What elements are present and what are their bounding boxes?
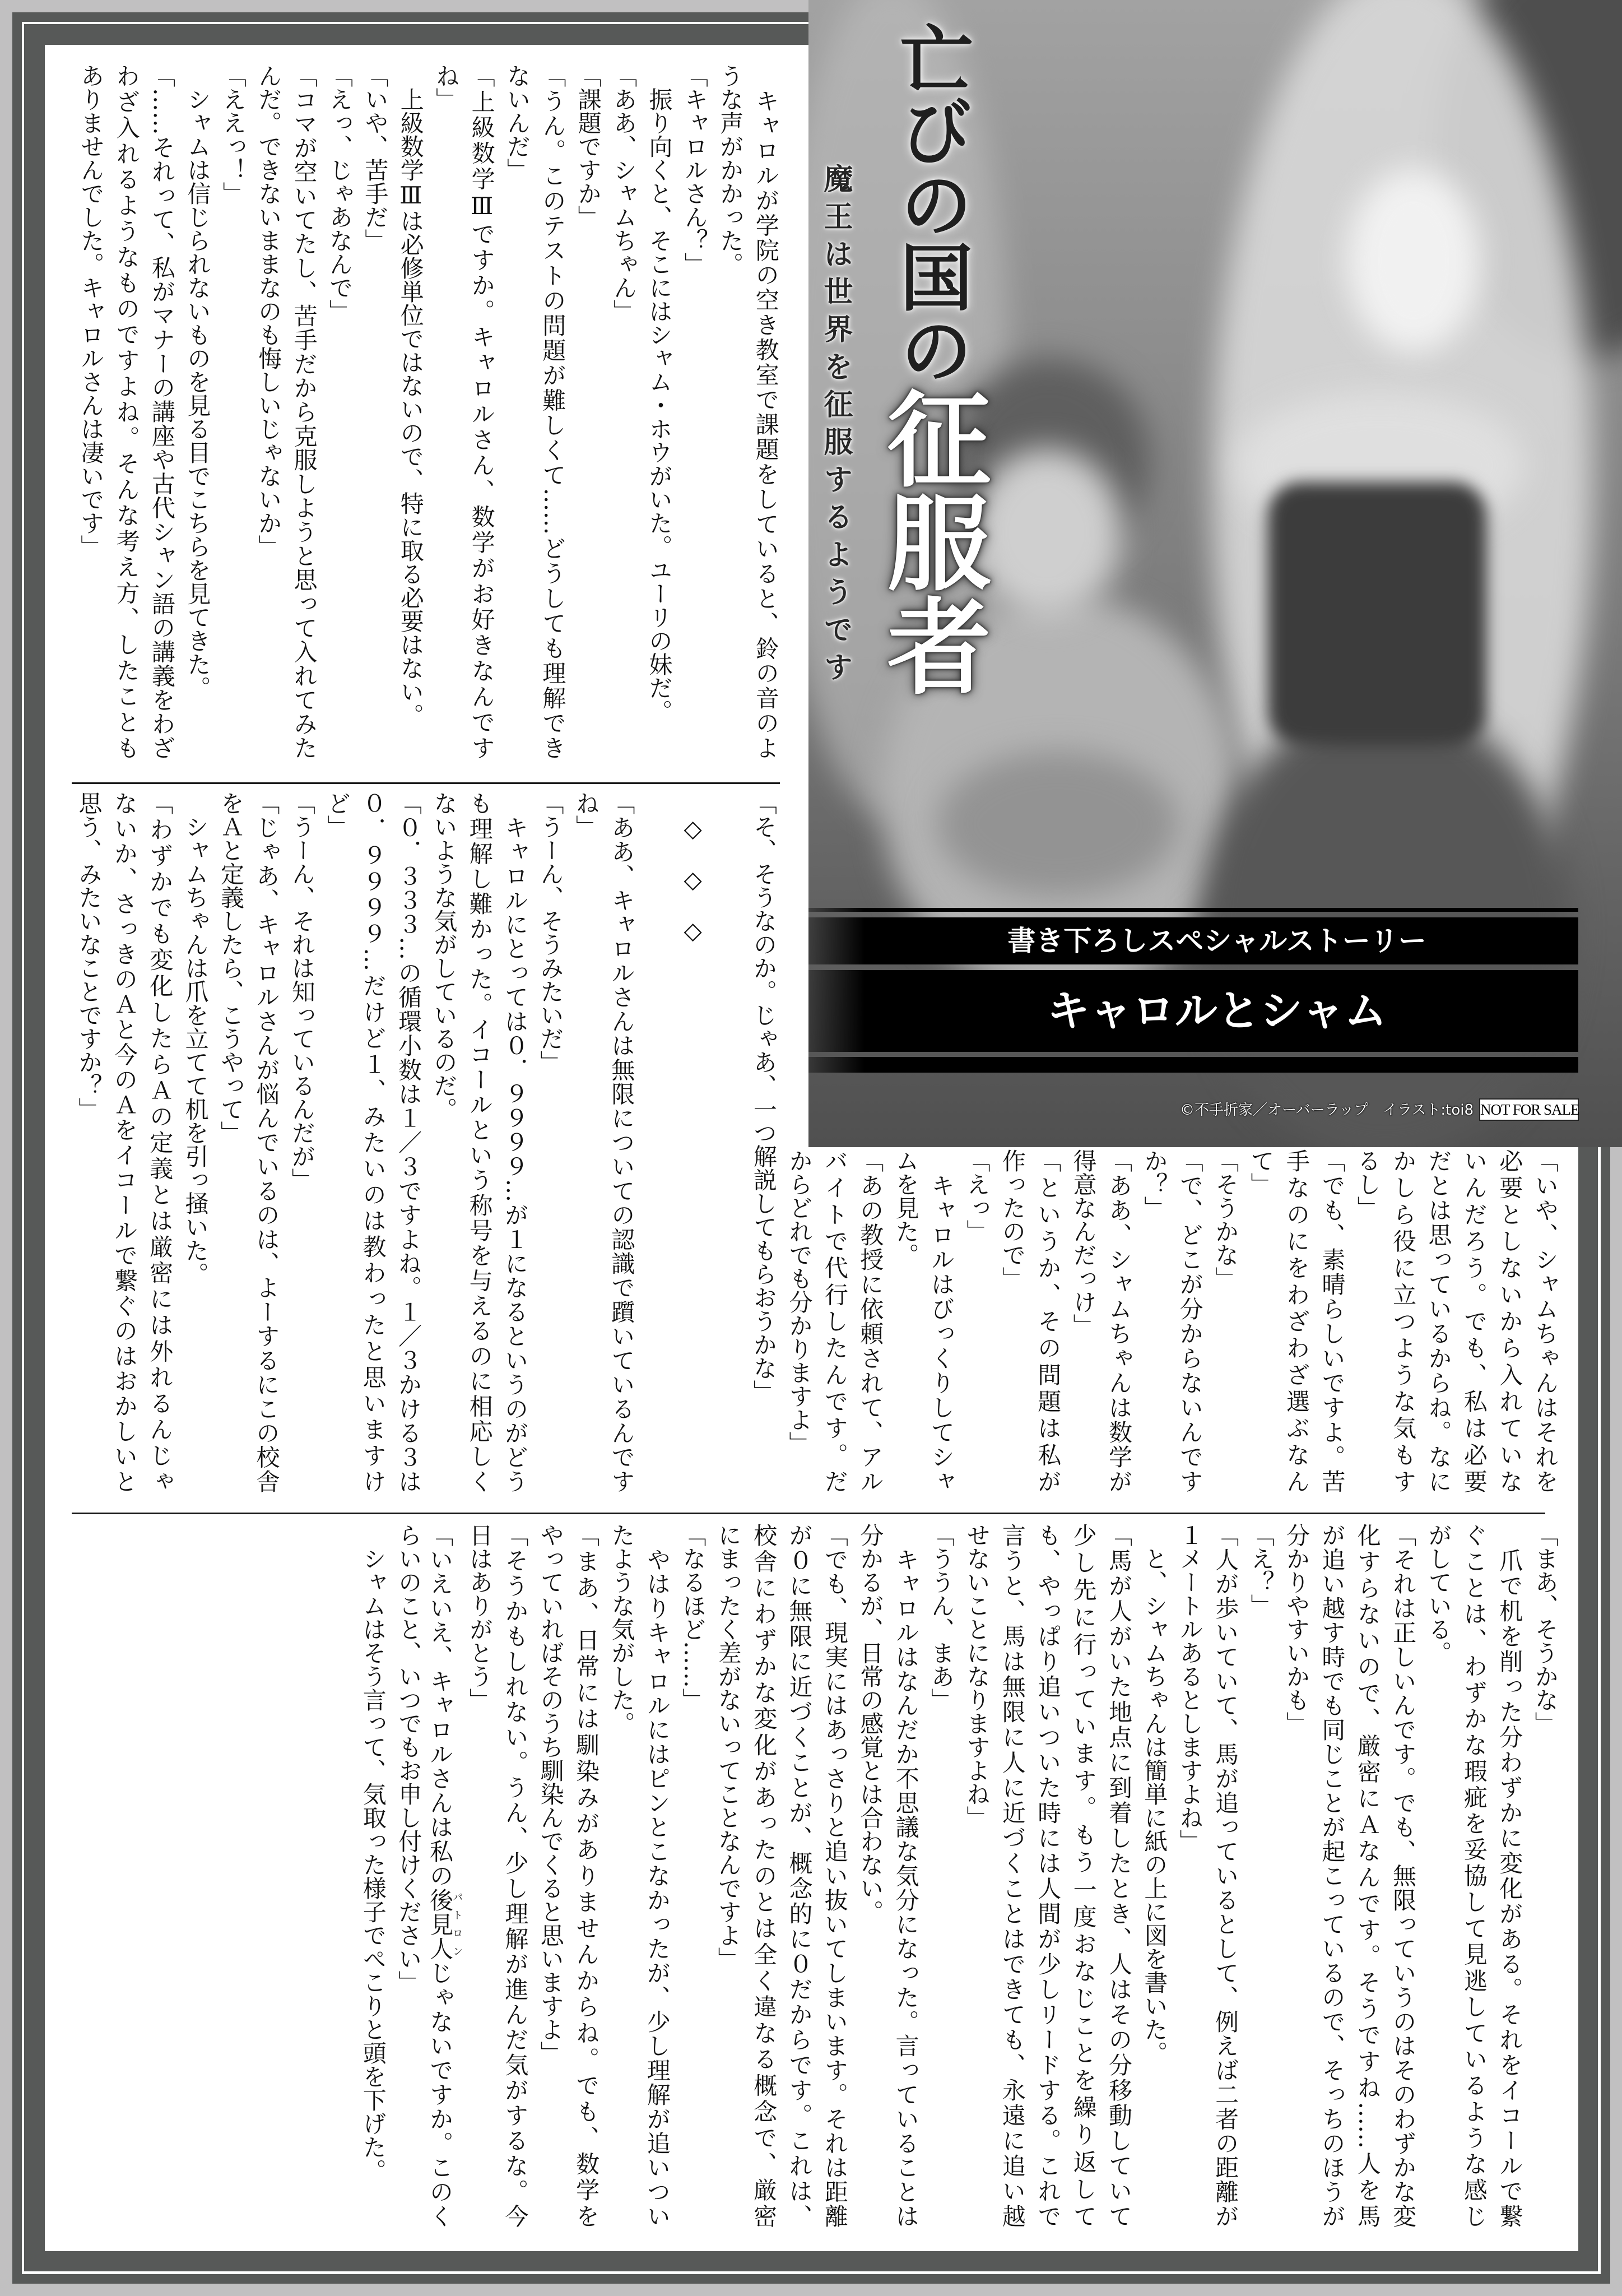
story-text-column: 「そうかな」 [1212, 1149, 1240, 1290]
story-text-column: シャムは信じられないものを見る目でこちらを見てきた。 [184, 64, 212, 699]
story-text-column: かしら役に立つような気もす [1389, 1149, 1417, 1493]
story-text-column: ね」 [433, 64, 461, 111]
story-text-column: 化すらないので、厳密にＡなんです。そうですね……人を馬 [1354, 1523, 1382, 2228]
banner-bar-top-line [808, 908, 1578, 912]
story-text-column: 「で、どこが分からないんです [1176, 1149, 1204, 1493]
story-text-column: ど」 [324, 791, 352, 838]
story-text-column: シャムはそう言って、気取った様子でぺこりと頭を下げた。 [359, 1523, 387, 2182]
story-text-column: ◇ ◇ ◇ [679, 791, 707, 944]
story-text-column: いんだろう。でも、私は必要 [1460, 1149, 1488, 1493]
story-text-column: ありませんでした。キャロルさんは凄いです」 [77, 64, 105, 558]
story-text-column: やっていればそのうち馴染んでくると思いますよ」 [537, 1523, 565, 2065]
story-text-column: と、シャムちゃんは簡単に紙の上に図を書いた。 [1141, 1523, 1169, 2065]
story-text-column: キャロルはびっくりしてシャ [928, 1149, 956, 1493]
story-text-column: だとは思っているからね。なに [1425, 1149, 1453, 1493]
story-text-column: 「課題ですか」 [574, 64, 602, 229]
story-text-column: 「じゃあ、キャロルさんが悩んでいるのは、よーするにこの校舎 [253, 791, 281, 1493]
story-text-column: 「うーん、それは知っているんだが」 [288, 791, 316, 1191]
copyright-credit: ©不手折家／オーバーラップ イラスト:toi8 [1179, 1102, 1474, 1119]
story-text-column: をＡと定義したら、こうやって」 [217, 791, 245, 1144]
story-text-column: 「えっ、じゃあなんで」 [326, 64, 354, 323]
book-title-part-1: 亡びの国の [888, 21, 974, 386]
story-text-column: ないか、さっきのＡと今のＡをイコールで繋ぐのはおかしいと [110, 791, 138, 1493]
story-text-column: 思う、みたいなことですか？」 [75, 791, 103, 1121]
story-text-column: 「まあ、そうかな」 [1531, 1523, 1559, 1735]
story-text-column: せないことになりますよね」 [963, 1523, 991, 1829]
story-text-column: 「上級数学Ⅲですか。キャロルさん、数学がお好きなんです [468, 64, 496, 759]
banner-bar-story-title [808, 970, 1578, 1052]
story-text-column: るし」 [1354, 1149, 1382, 1219]
story-text-column: か？」 [1141, 1149, 1169, 1219]
section-divider-top [72, 782, 780, 784]
banner-bar-label [808, 917, 1578, 964]
illustration-girl-face [1346, 168, 1481, 353]
story-text-column: 「ええっ！」 [219, 64, 247, 205]
story-text-column: 爪で机を削った分わずかに変化がある。それをイコールで繋 [1496, 1523, 1524, 2228]
story-text-column: 手なのにをわざわざ選ぶなん [1282, 1149, 1310, 1493]
story-text-column: ないような気がしているのだ。 [430, 791, 458, 1121]
story-text-column: んだ。できないままなのも悔しいじゃないか」 [255, 64, 283, 558]
story-text-column: 「でも、現実にはあっさりと追い抜いてしまいます。それは距離 [821, 1523, 849, 2228]
story-text-column: ね」 [572, 791, 600, 838]
story-text-column: 「ああ、シャムちゃんは数学が [1105, 1149, 1133, 1493]
illustration-basket [937, 751, 1178, 897]
banner-label: 書き下ろしスペシャルストーリー [1007, 925, 1426, 957]
story-text-column: 「そ、そうなのか。じゃあ、一つ解説してもらおうかな」 [750, 791, 778, 1403]
story-section-bottom [355, 1523, 1563, 2228]
story-text-column: がしている。 [1425, 1523, 1453, 1664]
story-text-column: わざ入れるようなものですよね。そんな考え方、したことも [113, 64, 141, 759]
story-text-column: 「……それって、私がマナーの講座や古代シャン語の講義をわざ [148, 64, 176, 759]
story-text-column: 上級数学Ⅲは必修単位ではないので、特に取る必要はない。 [397, 64, 425, 727]
story-text-column: 「うーん、そうみたいだ」 [537, 791, 565, 1074]
story-text-column: 必要としないから入れていな [1496, 1149, 1524, 1493]
story-text-column: が追い越す時でも同じことが起こっているので、そっちのほうが [1318, 1523, 1346, 2228]
story-text-column: も理解し難かった。イコールという称号を与えるのに相応しく [466, 791, 494, 1493]
ruby-annotated-word: 後見人パトロン [426, 1887, 463, 1961]
story-text-column: 「ああ、シャムちゃん」 [610, 64, 638, 323]
story-title: キャロルとシャム [1047, 986, 1387, 1036]
illustration-pot [1268, 482, 1486, 745]
blank-column [639, 791, 675, 1493]
banner-bar-bottom [808, 1057, 1578, 1073]
illustration-boy-face [971, 448, 1122, 616]
story-text-column: にまったく差がないってことなんですよ」 [714, 1523, 742, 1970]
story-text-column: キャロルにとっては０．９９９９…が１になるというのがどう [501, 791, 529, 1493]
story-text-column: 作ったので」 [998, 1149, 1026, 1290]
book-subtitle: 魔王は世界を征服するようです [819, 164, 852, 689]
story-text-column: 「まあ、日常には馴染みがありませんからね。でも、数学を [573, 1523, 601, 2228]
book-title [870, 21, 992, 697]
story-text-column: 校舎にわずかな変化があったのとは全く違なる概念で、厳密 [750, 1523, 778, 2228]
story-text-column: も、やっぱり追いついた時には人間が少しリードする。これで [1034, 1523, 1062, 2228]
story-text-column: 振り向くと、そこにはシャム・ホウがいた。ユーリの妹だ。 [645, 64, 673, 723]
story-text-column: 「でも、素晴らしいですよ。苦 [1318, 1149, 1346, 1493]
story-text-column: キャロルが学院の空き教室で課題をしていると、鈴の音のよ [752, 64, 780, 759]
story-text-column: 「あの教授に依頼されて、アル [857, 1149, 885, 1493]
story-text-column: らいのこと、いつでもお申し付けください」 [395, 1523, 423, 1994]
story-text-column: 「そうかもしれない。うん、少し理解が進んだ気がするな。今 [501, 1523, 529, 2228]
story-text-column: て」 [1247, 1149, 1275, 1196]
story-text-column: キャロルはなんだか不思議な気分になった。言っていることは [892, 1523, 920, 2228]
story-text-column: ０．９９９９…だけど１、みたいのは教わったと思いますけ [359, 791, 387, 1493]
story-text-column: が０に無限に近づくことが、概念的に０だからです。これは、 [786, 1523, 814, 2228]
story-section-middle-right [782, 1149, 1563, 1493]
story-text-column: 「いや、苦手だ」 [361, 64, 389, 252]
story-text-column: 言うと、馬は無限に人に近づくことはできても、永遠に追い越 [998, 1523, 1026, 2228]
story-text-column: からどれでも分かりますよ」 [786, 1149, 814, 1455]
blank-column [710, 791, 746, 1493]
story-text-column: 「キャロルさん？」 [681, 64, 709, 276]
story-text-column: 「ううん、まあ」 [928, 1523, 956, 1711]
story-text-column: 「コマが空いてたし、苦手だから克服しようと思って入れてみた [290, 64, 318, 759]
story-text-column: うな声がかかった。 [717, 64, 745, 276]
story-text-column: １メートルあるとしますよね」 [1176, 1523, 1204, 1853]
story-text-column: ぐことは、わずかな瑕疵を妥協して見逃しているような感じ [1460, 1523, 1488, 2228]
story-text-column: 分かるが、日常の感覚とは合わない。 [857, 1523, 885, 1923]
book-title-part-2: 征服者 [870, 386, 992, 697]
story-text-column: 「人が歩いていて、馬が追っているとして、例えば二者の距離が [1212, 1523, 1240, 2228]
story-text-column: 分かりやすいかも」 [1282, 1523, 1310, 1735]
cover-illustration [808, 0, 1622, 1147]
story-text-column: 得意なんだっけ」 [1070, 1149, 1098, 1337]
story-text-column: シャムちゃんは爪を立てて机を引っ掻いた。 [182, 791, 210, 1286]
story-section-top [73, 64, 784, 759]
story-text-column: 「うん。このテストの問題が難しくて……どうしても理解でき [539, 64, 567, 759]
story-section-middle-left [71, 791, 782, 1493]
section-divider-bottom [72, 1513, 1545, 1514]
story-text-column: 「馬が人がいた地点に到着したとき、人はその分移動していて [1105, 1523, 1133, 2228]
story-text-column: 少し先に行っています。もう一度おなじことを繰り返して [1070, 1523, 1098, 2228]
story-text-column: 「いや、シャムちゃんはそれを [1531, 1149, 1559, 1493]
story-text-column: 「というか、その問題は私が [1034, 1149, 1062, 1493]
story-text-column: 「なるほど……」 [679, 1523, 707, 1711]
story-text-column: バイトで代行したんです。だ [821, 1149, 849, 1493]
story-text-column: 「それは正しいんです。でも、無限っていうのはそのわずかな変 [1389, 1523, 1417, 2228]
ruby-reading: パトロン [451, 1887, 463, 1960]
story-text-column: 日はありがとう」 [466, 1523, 494, 1711]
story-text-column: 「えっ」 [963, 1149, 991, 1243]
story-text-column: ないんだ」 [503, 64, 531, 182]
story-text-column: 「０．３３３…の循環小数は１／３ですよね。１／３かける３は [394, 791, 422, 1493]
story-text-column: 「いえいえ、キャロルさんは私の後見人パトロンじゃないですか。このく [426, 1523, 463, 2228]
story-text-column: ムを見た。 [892, 1149, 920, 1267]
story-text-column: 「え？」 [1247, 1523, 1275, 1617]
story-text-column: たような気がした。 [608, 1523, 636, 1735]
story-text-column: 「わずかでも変化したらＡの定義とは厳密には外れるんじゃ [146, 791, 174, 1493]
not-for-sale-badge: NOT FOR SALE [1479, 1098, 1579, 1121]
story-text-column: やはりキャロルにはピンとこなかったが、少し理解が追いつい [643, 1523, 671, 2228]
story-text-column: 「ああ、キャロルさんは無限についての認識で躓いているんです [608, 791, 636, 1493]
